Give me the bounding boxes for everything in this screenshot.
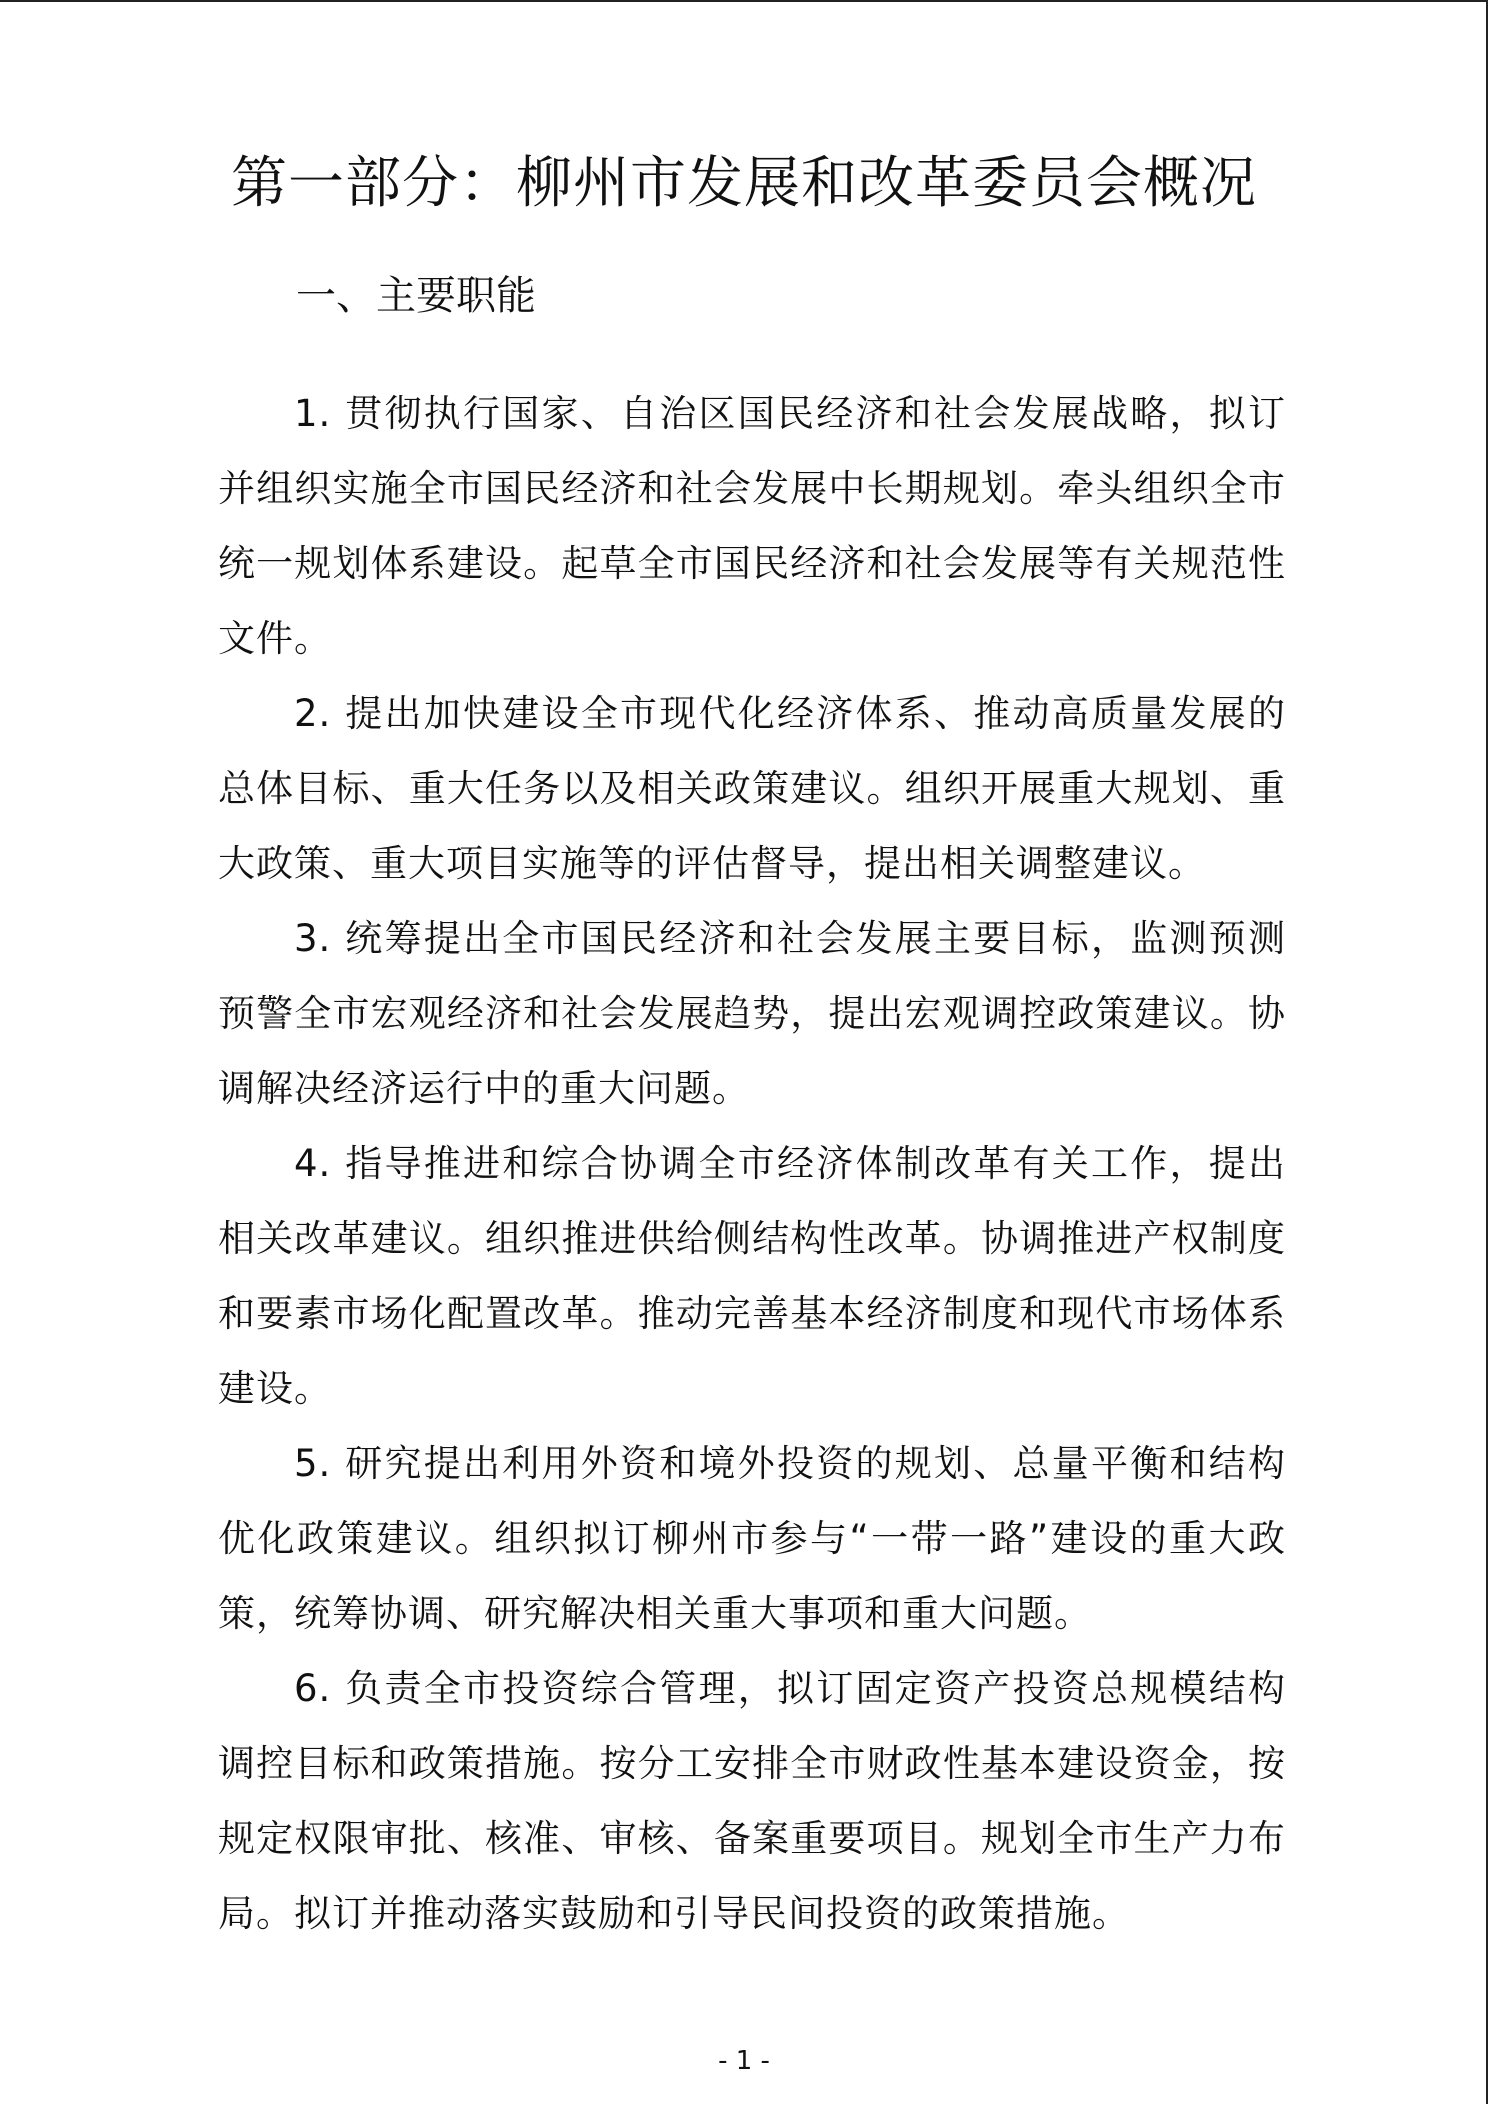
paragraph-1: 1. 贯彻执行国家、自治区国民经济和社会发展战略，拟订并组织实施全市国民经济和社会发展中长期规划。牵头组织全市统一规划体系建设。起草全市国民经济和社会发展等有关规范性文件。 <box>218 392 1286 660</box>
page-number: - 1 - <box>718 2046 770 2076</box>
page-title: 第一部分：柳州市发展和改革委员会概况 <box>231 151 1257 216</box>
paragraph-4: 4. 指导推进和综合协调全市经济体制改革有关工作，提出相关改革建议。组织推进供给侧结构性改革。协调推进产权制度和要素市场化配置改革。推动完善基本经济制度和现代市场体系建设。 <box>218 1142 1286 1410</box>
paragraph-5: 5. 研究提出利用外资和境外投资的规划、总量平衡和结构优化政策建议。组织拟订柳州市参与“一带一路”建设的重大政策，统筹协调、研究解决相关重大事项和重大问题。 <box>218 1442 1286 1635</box>
body-text <box>218 376 1286 1951</box>
section-heading: 一、主要职能 <box>296 273 536 319</box>
paragraph-3: 3. 统筹提出全市国民经济和社会发展主要目标，监测预测预警全市宏观经济和社会发展趋势，提出宏观调控政策建议。协调解决经济运行中的重大问题。 <box>218 917 1286 1110</box>
paragraph-6: 6. 负责全市投资综合管理，拟订固定资产投资总规模结构调控目标和政策措施。按分工安排全市财政性基本建设资金，按规定权限审批、核准、审核、备案重要项目。规划全市生产力布局。拟订并推动落实鼓励和引导民间投资的政策措施。 <box>218 1667 1286 1935</box>
paragraph-2: 2. 提出加快建设全市现代化经济体系、推动高质量发展的总体目标、重大任务以及相关政策建议。组织开展重大规划、重大政策、重大项目实施等的评估督导，提出相关调整建议。 <box>218 692 1286 885</box>
